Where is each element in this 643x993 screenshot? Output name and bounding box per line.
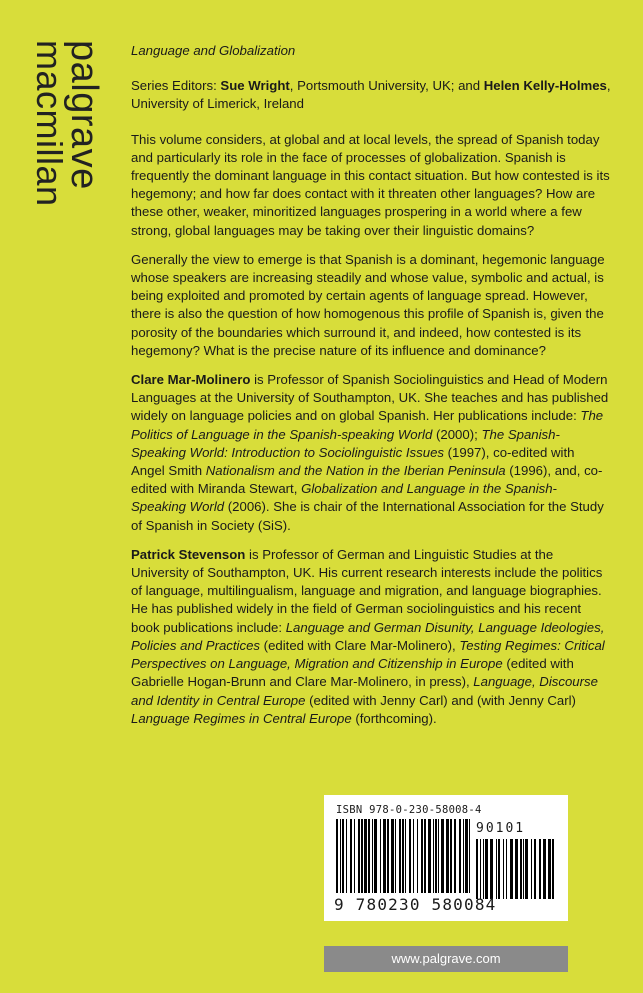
- bio1-text-5: (2006). She is chair of the International Association for the Study of Spanish in Society (SiS).: [131, 499, 604, 533]
- series-editors-label: Series Editors:: [131, 78, 221, 94]
- barcode-bar: [503, 839, 504, 899]
- barcode-bar: [405, 819, 406, 893]
- bio2-text-4: (edited with Jenny Carl) and (with Jenny Carl): [305, 692, 576, 708]
- bio2-title-4: Language Regimes in Central Europe: [131, 710, 352, 726]
- barcode-bar: [413, 819, 414, 893]
- barcode-bar: [506, 839, 507, 899]
- barcode-bar: [552, 839, 554, 899]
- barcode-bar: [391, 819, 394, 893]
- barcode-bar: [364, 819, 367, 893]
- barcode-bar: [340, 819, 341, 893]
- bio1-title-4: Globalization and Language in the Spanish-Speaking World: [131, 481, 557, 515]
- description-paragraph-1: This volume considers, at global and at local levels, the spread of Spanish today and particularly its role in the face of processes of globalization. Spanish is frequently the dominant language in this contact situation. But how contested is its hegemony; and how far does contact with it threaten other languages? How are these other, weaker, minoritized languages prospering in a world where a few strong, global languages may be taking over their linguistic domains?: [131, 131, 610, 238]
- barcode-bar: [459, 819, 461, 893]
- bio2-text-3: (edited with Gabrielle Hogan-Brunn and Clare Mar-Molinero, in press),: [131, 656, 574, 690]
- barcode-bar: [510, 839, 513, 899]
- isbn-text: ISBN 978-0-230-58008-4: [336, 804, 482, 816]
- bio1-text-1: is Professor of Spanish Sociolinguistics and Head of Modern Languages at the University of Southampton, UK. She teaches and has published widely on language policies and on global Spanish. Her publications include:: [131, 372, 609, 424]
- barcode-bar: [354, 819, 355, 893]
- bio2-title-3: Language, Discourse and Identity in Central Europe: [131, 674, 598, 708]
- barcode-bar: [387, 819, 389, 893]
- barcode-bar: [402, 819, 404, 893]
- barcode-bar: [372, 819, 373, 893]
- bio1-title-2: The Spanish-Speaking World: Introduction to Sociolinguistic Issues: [131, 426, 560, 460]
- barcode-bar: [361, 819, 363, 893]
- barcode-bar: [446, 819, 449, 893]
- barcode-bar: [483, 839, 484, 899]
- bio1-text-3: (1997), co-edited with Angel Smith: [131, 444, 575, 479]
- description-paragraph-2: Generally the view to emerge is that Spanish is a dominant, hegemonic language whose speakers are increasing steadily and whose value, symbolic and actual, is being exploited and promoted by certain agents of language spread. However, there is also the question of how homogenous this profile of Spanish is, given the porosity of the boundaries which surround it, and indeed, how contested is its hegemony? What is the precise nature of its influence and dominance?: [131, 251, 605, 358]
- barcode-bar: [358, 819, 360, 893]
- publisher-logo: [18, 40, 108, 207]
- barcode-bar: [417, 819, 418, 893]
- bio1-title-3: Nationalism and the Nation in the Iberian Peninsula: [205, 463, 506, 479]
- barcode-bar: [485, 839, 488, 899]
- barcode-bar: [421, 819, 423, 893]
- bio2-text-1: is Professor of German and Linguistic Studies at the University of Southampton, UK. His current research interests include the politics of language, multilingualism, language and migration, and language biographies. He has published widely in the field of German sociolinguistics and his recent book publications include:: [131, 546, 603, 635]
- website-url: www.palgrave.com: [324, 946, 568, 972]
- bio1-text-4: (1996), and, co-edited with Miranda Stewart,: [131, 463, 603, 497]
- barcode-bar: [531, 839, 532, 899]
- barcode-bar: [441, 819, 444, 893]
- barcode-bar: [454, 819, 456, 893]
- barcode-bar: [424, 819, 426, 893]
- bio1-text-2: (2000);: [432, 426, 482, 442]
- barcode-bar: [380, 819, 381, 893]
- series-title: Language and Globalization: [131, 43, 296, 58]
- bio2-title-1: Language and German Disunity, Language Ideologies, Policies and Practices: [131, 619, 605, 653]
- barcode-bar: [435, 819, 437, 893]
- barcode-bar: [543, 839, 546, 899]
- barcode-bar: [399, 819, 401, 893]
- barcode-bar: [534, 839, 536, 899]
- bio2-text-2: (edited with Clare Mar-Molinero),: [260, 637, 460, 653]
- barcode-ean-number: 9 780230 580084: [334, 895, 497, 914]
- editor2-affil: , University of Limerick, Ireland: [131, 78, 611, 112]
- logo-macmillan: macmillan: [28, 40, 70, 207]
- barcode-bar: [476, 839, 478, 899]
- barcode-bar: [539, 839, 541, 899]
- barcode-bar: [548, 839, 551, 899]
- barcode-bar: [336, 819, 338, 893]
- author2-name: Patrick Stevenson: [131, 546, 246, 562]
- bio2-text-5: (forthcoming).: [351, 710, 437, 726]
- barcode-bar: [496, 839, 497, 899]
- barcode-bar: [374, 819, 377, 893]
- barcode-bar: [383, 819, 386, 893]
- barcode-bar: [525, 839, 528, 899]
- barcode-bar: [350, 819, 352, 893]
- barcode-bar: [346, 819, 347, 893]
- barcode-bar: [368, 819, 370, 893]
- barcode-box: [324, 795, 568, 921]
- editor1-name: Sue Wright: [220, 78, 290, 94]
- editor1-affil: , Portsmouth University, UK; and: [289, 78, 484, 94]
- barcode-bar: [409, 819, 411, 893]
- bio2-title-2: Testing Regimes: Critical Perspectives on Language, Migration and Citizenship in Europe: [131, 637, 605, 672]
- barcode-bar: [433, 819, 434, 893]
- barcode-bar: [515, 839, 518, 899]
- blurb-content: [131, 42, 611, 739]
- barcode-bar: [523, 839, 524, 899]
- barcode-bar: [520, 839, 522, 899]
- barcode-bar: [463, 819, 464, 893]
- logo-palgrave: palgrave: [63, 40, 105, 190]
- barcode-bar: [480, 839, 481, 899]
- barcode-bar: [450, 819, 452, 893]
- barcode-bar: [490, 839, 493, 899]
- barcode-bar: [342, 819, 344, 893]
- barcode-bar: [395, 819, 396, 893]
- author-bio-1: [131, 371, 611, 535]
- barcode-bar: [438, 819, 439, 893]
- author1-name: Clare Mar-Molinero: [131, 372, 251, 388]
- barcode-bar: [498, 839, 500, 899]
- barcode-bar: [428, 819, 431, 893]
- author-bio-2: [131, 546, 611, 728]
- bio1-title-1: The Politics of Language in the Spanish-speaking World: [131, 408, 604, 442]
- barcode-bar: [469, 819, 470, 893]
- editor2-name: Helen Kelly-Holmes: [483, 78, 607, 94]
- barcode-supplement-number: 90101: [476, 821, 526, 836]
- series-editors: [131, 77, 611, 113]
- barcode-bar: [465, 819, 468, 893]
